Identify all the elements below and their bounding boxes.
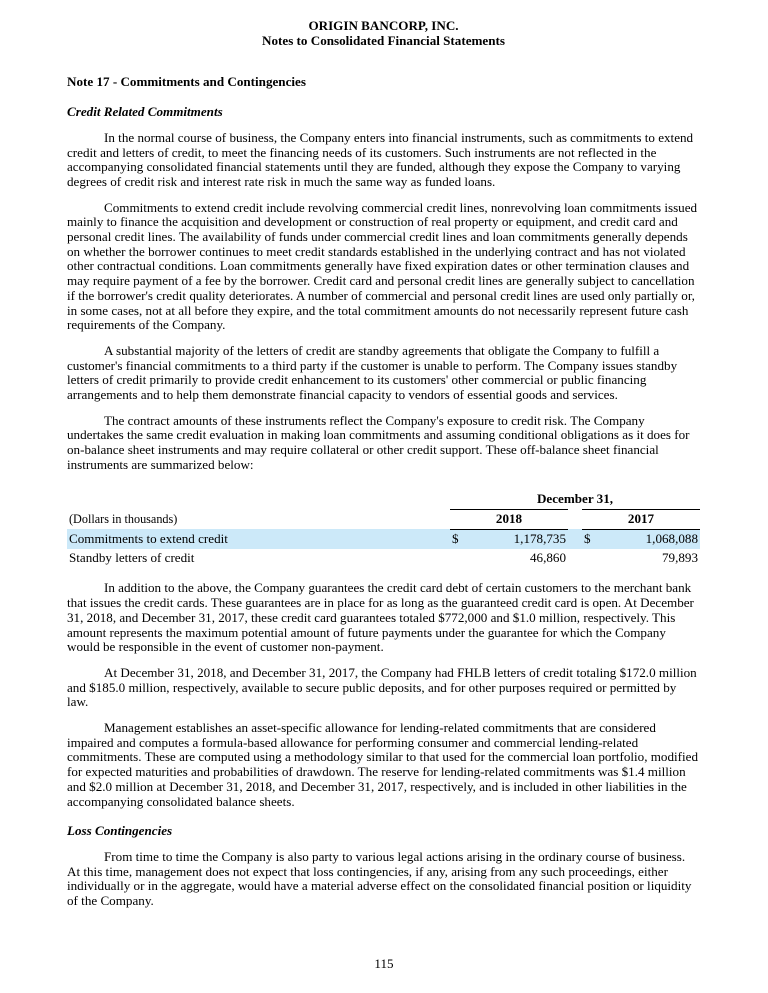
table-units-label: (Dollars in thousands): [69, 512, 178, 527]
company-name: ORIGIN BANCORP, INC.: [308, 18, 459, 33]
table-spanner: December 31,: [536, 490, 614, 506]
row-label: Commitments to extend credit: [67, 529, 450, 549]
document-subtitle: Notes to Consolidated Financial Statements: [262, 32, 505, 48]
value-2017: 79,893: [661, 550, 698, 566]
commitments-table: [67, 490, 700, 569]
paragraph-commitments-extend: Commitments to extend credit include revolving commercial credit lines, nonrevolving loan commitments issued mainly to finance the acquisition and development or construction of real property or equipment, and credit card and personal credit lines. The availability of funds under commercial credit lines and loan commitments generally depends on whether the borrower continues to meet credit standards established in the underlying contract and has not violated other contractual conditions. Loan commitments generally have fixed expiration dates or other termination clauses and may require payment of a fee by the borrower. Credit card and personal credit lines are generally subject to cancellation if the borrower's credit quality deteriorates. A number of commercial and personal credit lines are used only partially or, in some cases, not at all before they expire, and the total commitment amounts do not necessarily represent future cash requirements of the Company.: [67, 199, 698, 333]
page-number: 115: [374, 956, 394, 971]
value-2018: 1,178,735: [472, 529, 568, 549]
table-header-row: [67, 509, 700, 529]
paragraph-management-allowance: Management establishes an asset-specific allowance for lending-related commitments that are considered impaired and computes a formula-based allowance for performing consumer and commercial lending-related commitments. These are computed using a methodology similar to that used for the commercial loan portfolio, modified for expected maturities and probabilities of drawdown. The reserve for lending-related commitments was $1.4 million and $2.0 million at December 31, 2018, and December 31, 2017, respectively, and is included in other liabilities in the accompanying consolidated balance sheets.: [67, 720, 699, 809]
table-row: [67, 549, 700, 568]
table-spanner-row: [67, 490, 700, 510]
table-row: [67, 529, 700, 549]
table-column-2018: 2018: [450, 509, 568, 529]
dollar-sign: $: [582, 529, 604, 549]
paragraph-legal-actions: From time to time the Company is also party to various legal actions arising in the ordinary course of business. At this time, management does not expect that loss contingencies, if any, arising from any such proceedings, either individually or in the aggregate, would have a material adverse effect on the consolidated financial position or liquidity of the Company.: [67, 848, 692, 909]
credit-section-heading: Credit Related Commitments: [67, 104, 223, 120]
paragraph-normal-course: In the normal course of business, the Company enters into financial instruments, such as commitments to extend credit and letters of credit, to meet the financing needs of its customers. Such instruments are not reflected in the accompanying consolidated financial statements until they are funded, although they expose the Company to varying degrees of credit risk and interest rate risk in much the same way as funded loans.: [67, 129, 694, 189]
dollar-sign: $: [450, 529, 472, 549]
loss-section-heading: Loss Contingencies: [67, 823, 173, 839]
paragraph-credit-card-guarantees: In addition to the above, the Company guarantees the credit card debt of certain customers to the merchant bank that issues the credit cards. These guarantees are in place for as long as the guaranteed credit card is open. At December 31, 2018, and December 31, 2017, these credit card guarantees totaled $772,000 and $1.0 million, respectively. This amount represents the maximum potential amount of future payments under the guarantee for which the Company would be responsible in the event of customer non-payment.: [67, 580, 694, 655]
row-label: Standby letters of credit: [69, 550, 195, 566]
value-2018: 46,860: [529, 550, 566, 566]
paragraph-fhlb-letters: At December 31, 2018, and December 31, 2017, the Company had FHLB letters of credit totaling $172.0 million and $185.0 million, respectively, available to secure public deposits, and for other purposes required or permitted by law.: [67, 664, 697, 710]
table-column-2017: 2017: [582, 509, 700, 529]
paragraph-standby-agreements: A substantial majority of the letters of credit are standby agreements that obligate the Company to fulfill a customer's financial commitments to a third party if the customer is unable to perform. The Company issues standby letters of credit primarily to provide credit enhancement to its customers' other commercial or public financing arrangements and to help them demonstrate financial capacity to vendors of essential goods and services.: [67, 342, 678, 403]
paragraph-contract-amounts: The contract amounts of these instruments reflect the Company's exposure to credit risk. The Company undertakes the same credit evaluation in making loan commitments and assuming conditional obligations as it does for on-balance sheet instruments and may require collateral or other credit support. These off-balance sheet financial instruments are summarized below:: [67, 412, 690, 472]
value-2017: 1,068,088: [604, 529, 700, 549]
note-title: Note 17 - Commitments and Contingencies: [67, 74, 306, 90]
